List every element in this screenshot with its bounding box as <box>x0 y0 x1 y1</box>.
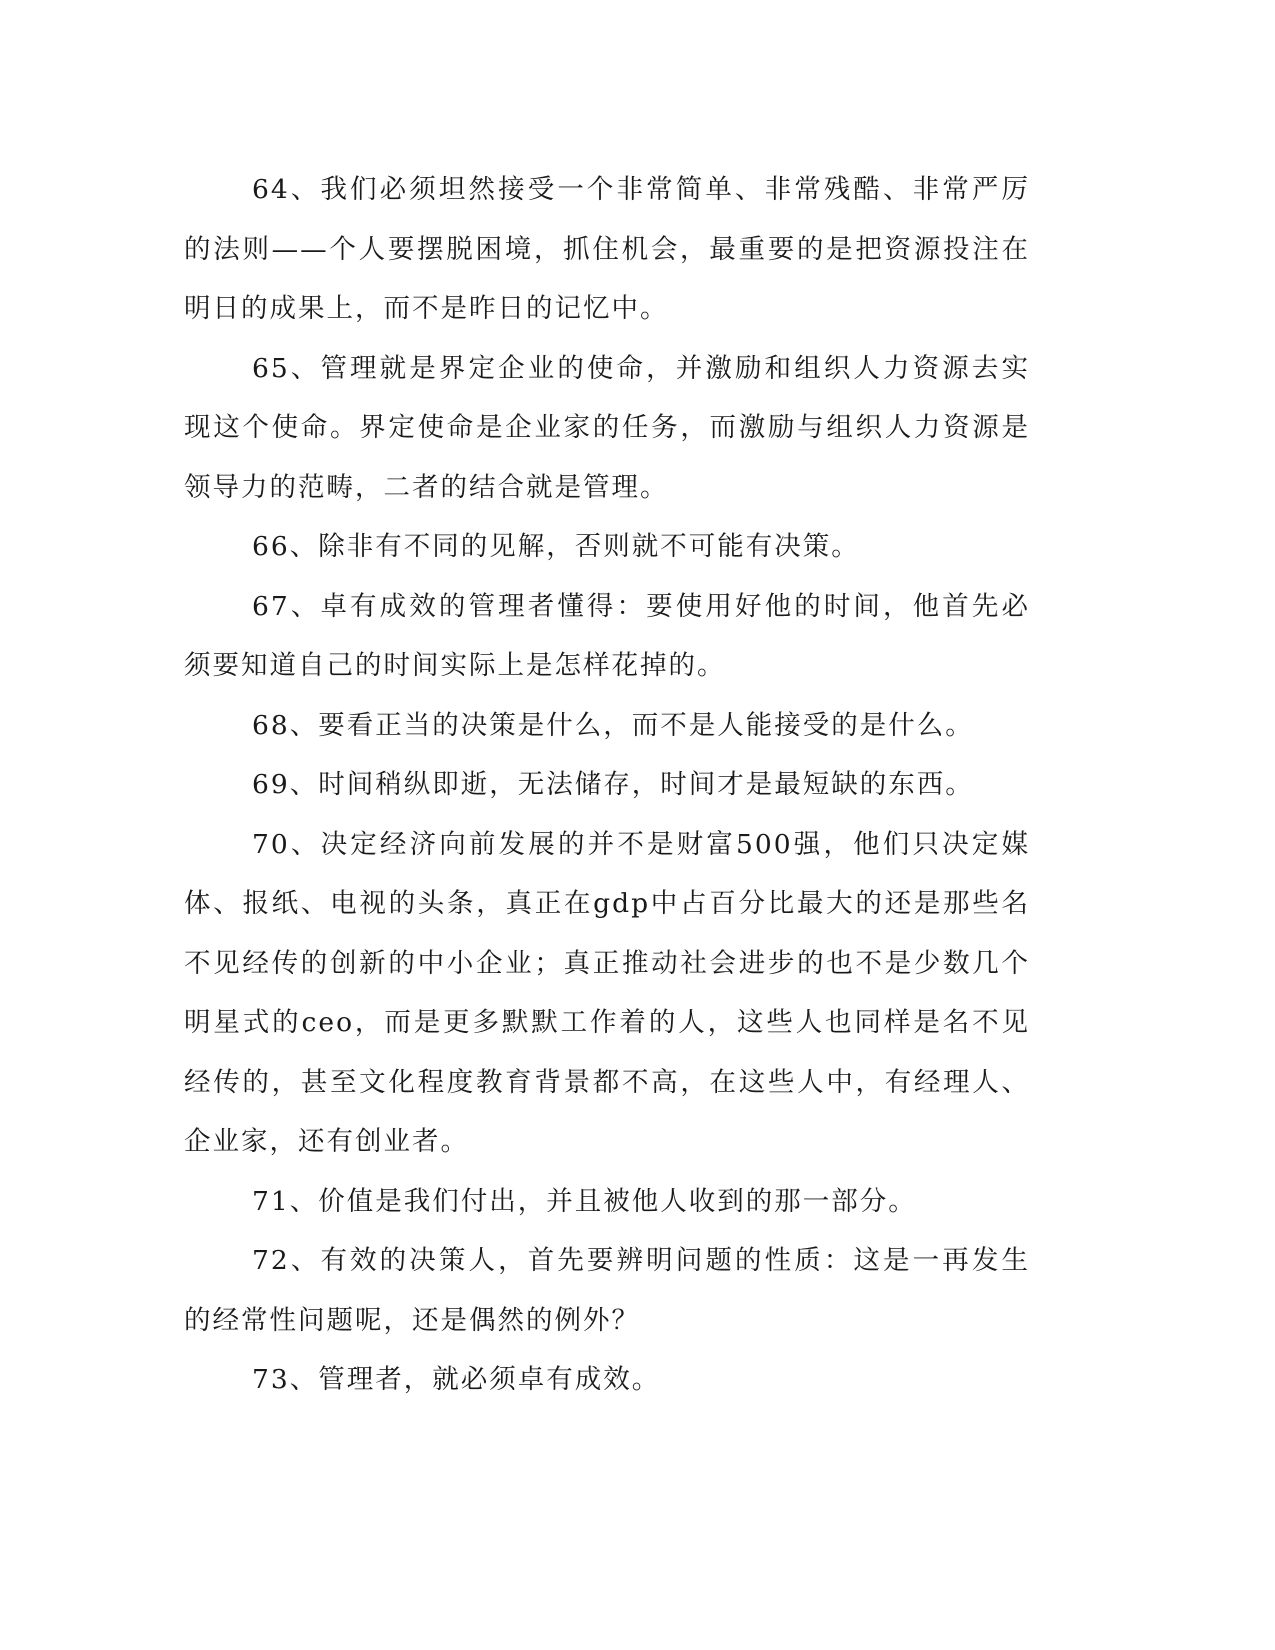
paragraph-65: 65、管理就是界定企业的使命，并激励和组织人力资源去实现这个使命。界定使命是企业家的任务，而激励与组织人力资源是领导力的范畴，二者的结合就是管理。 <box>184 352 1030 503</box>
paragraph-73: 73、管理者，就必须卓有成效。 <box>252 1364 661 1395</box>
document-body <box>184 160 1030 1410</box>
paragraph-70: 70、决定经济向前发展的并不是财富500强，他们只决定媒体、报纸、电视的头条，真正在gdp中占百分比最大的还是那些名不见经传的创新的中小企业；真正推动社会进步的也不是少数几个明星式的ceo，而是更多默默工作着的人，这些人也同样是名不见经传的，甚至文化程度教育背景都不高，在这些人中，有经理人、企业家，还有创业者。 <box>184 828 1030 1157</box>
paragraph-66: 66、除非有不同的见解，否则就不可能有决策。 <box>252 531 860 562</box>
paragraph-72: 72、有效的决策人，首先要辨明问题的性质：这是一再发生的经常性问题呢，还是偶然的例外？ <box>184 1245 1030 1336</box>
paragraph-71: 71、价值是我们付出，并且被他人收到的那一部分。 <box>252 1185 917 1217</box>
paragraph-68: 68、要看正当的决策是什么，而不是人能接受的是什么。 <box>252 709 974 741</box>
paragraph-67: 67、卓有成效的管理者懂得：要使用好他的时间，他首先必须要知道自己的时间实际上是怎样花掉的。 <box>184 590 1030 681</box>
paragraph-64: 64、我们必须坦然接受一个非常简单、非常残酷、非常严厉的法则——个人要摆脱困境，抓住机会，最重要的是把资源投注在明日的成果上，而不是昨日的记忆中。 <box>184 174 1030 324</box>
paragraph-69: 69、时间稍纵即逝，无法储存，时间才是最短缺的东西。 <box>252 769 974 800</box>
